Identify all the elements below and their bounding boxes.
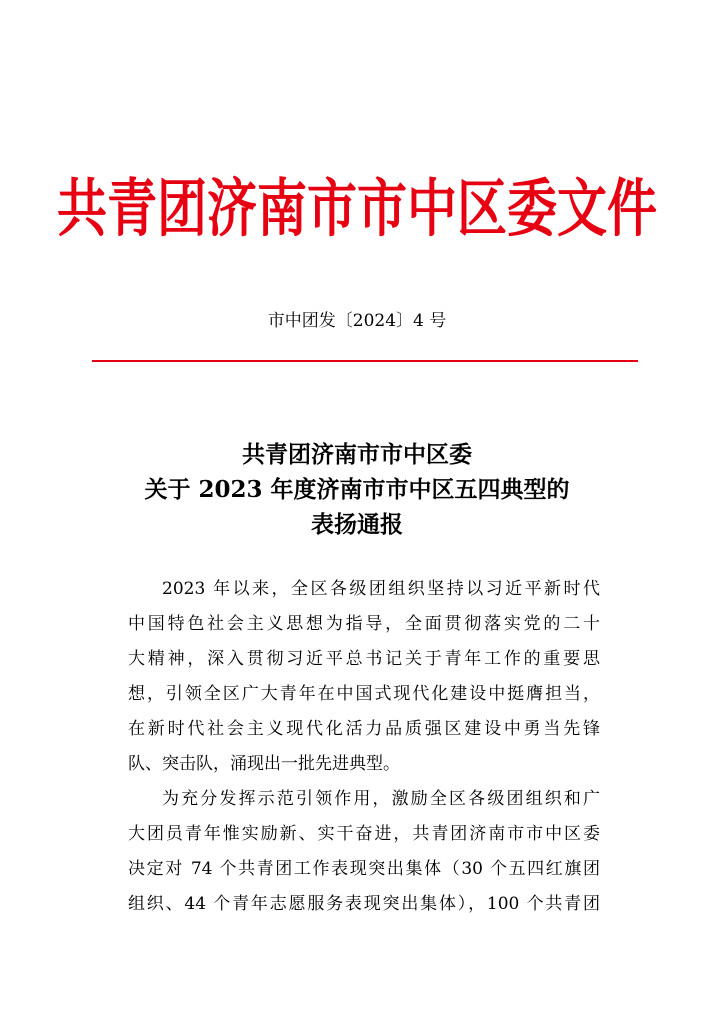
notice-title-line: 表扬通报 xyxy=(311,511,403,538)
notice-title-line: 共青团济南市市中区委 xyxy=(242,441,472,468)
masthead-title: 共青团济南市市中区委文件 xyxy=(57,172,657,245)
body-line: 大精神，深入贯彻习近平总书记关于青年工作的重要思 xyxy=(128,649,600,669)
paragraph-1 xyxy=(128,572,600,782)
body-text xyxy=(128,572,600,922)
body-line: 为充分发挥示范引领作用，激励全区各级团组织和广 xyxy=(162,789,600,809)
body-line: 在新时代社会主义现代化活力品质强区建设中勇当先锋 xyxy=(128,719,600,739)
document-number: 市中团发〔2024〕4 号 xyxy=(267,311,447,331)
paragraph-2 xyxy=(128,782,600,922)
body-line: 大团员青年惟实励新、实干奋进，共青团济南市市中区委 xyxy=(128,824,600,844)
notice-title xyxy=(0,437,714,542)
red-divider-line xyxy=(92,360,638,362)
body-line: 2023 年以来，全区各级团组织坚持以习近平新时代 xyxy=(162,579,600,599)
body-line: 中国特色社会主义思想为指导，全面贯彻落实党的二十 xyxy=(128,614,600,634)
body-line: 队、突击队，涌现出一批先进典型。 xyxy=(128,754,400,774)
body-line: 组织、44 个青年志愿服务表现突出集体），100 个共青团 xyxy=(128,894,600,914)
body-line: 想，引领全区广大青年在中国式现代化建设中挺膺担当， xyxy=(128,684,600,704)
body-line: 决定对 74 个共青团工作表现突出集体（30 个五四红旗团 xyxy=(128,859,600,879)
notice-title-line: 关于 2023 年度济南市市中区五四典型的 xyxy=(144,476,570,503)
